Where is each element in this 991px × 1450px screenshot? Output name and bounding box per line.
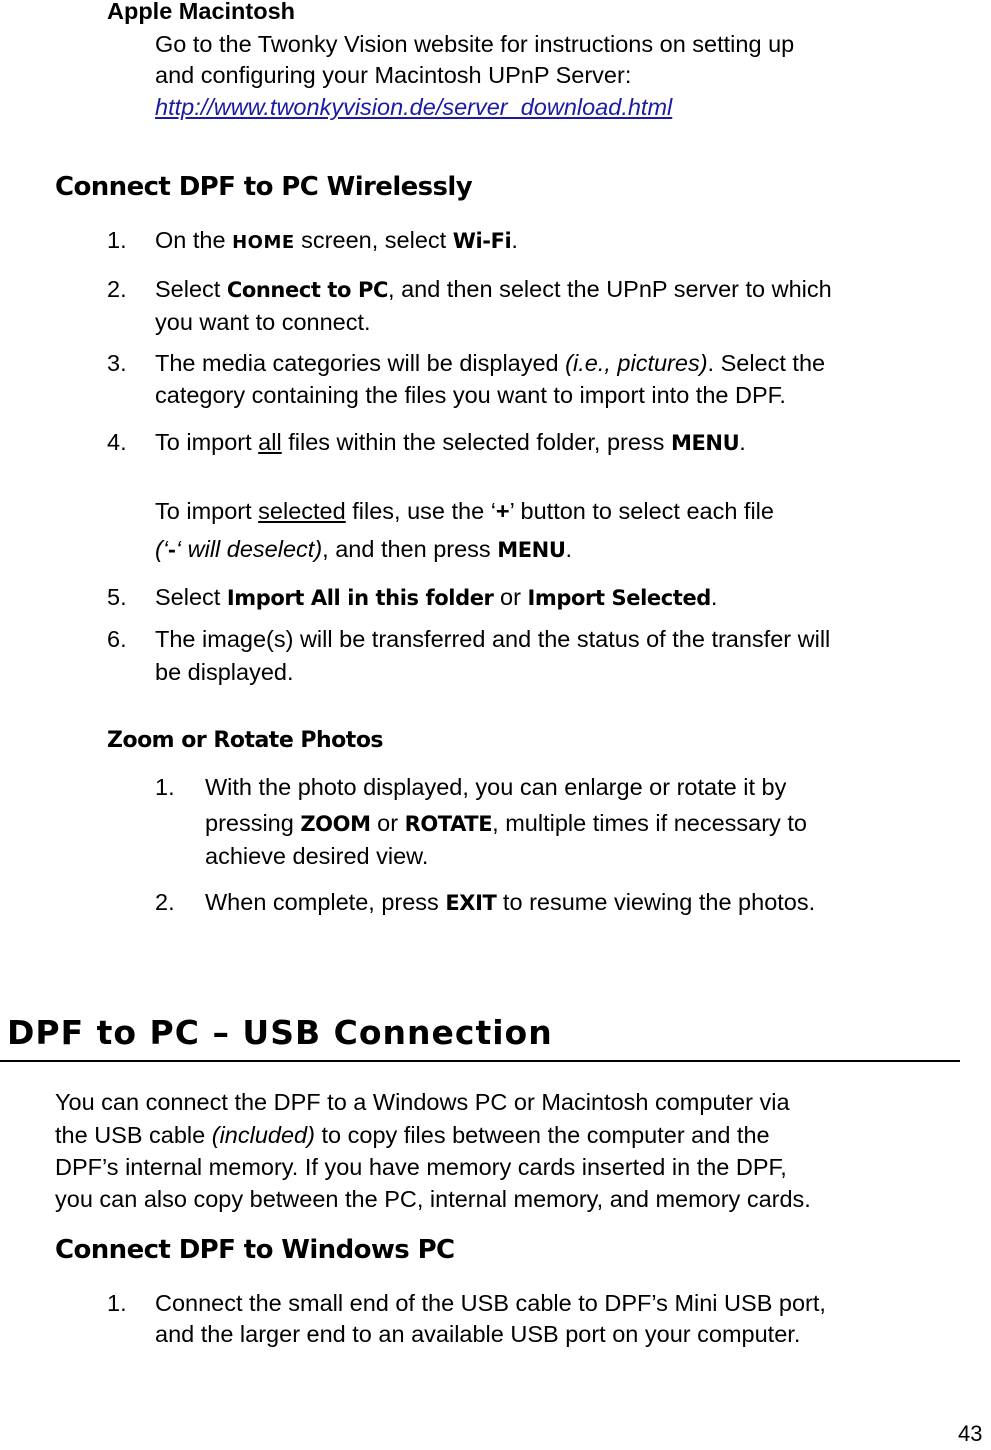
mac-line-2: and configuring your Macintosh UPnP Server:: [155, 62, 632, 88]
usb-para-line-3: DPF’s internal memory. If you have memory cards inserted in the DPF,: [55, 1154, 787, 1180]
wireless-step-4-selected: To import selected files, use the ‘+’ button to select each file: [155, 498, 774, 524]
usb-para-line-4: you can also copy between the PC, internal memory, and memory cards.: [55, 1186, 811, 1212]
twonky-link[interactable]: http://www.twonkyvision.de/server_download.html: [155, 94, 673, 120]
wireless-step-1: On the HOME screen, select Wi-Fi.: [155, 227, 518, 253]
usb-para-line-1: You can connect the DPF to a Windows PC or Macintosh computer via: [55, 1089, 790, 1115]
windows-step-1-line-2: and the larger end to an available USB port on your computer.: [155, 1321, 801, 1347]
windows-step-1: Connect the small end of the USB cable to DPF’s Mini USB port,: [155, 1290, 826, 1316]
wireless-step-4-number: 4.: [107, 429, 127, 455]
wireless-step-6-line-2: be displayed.: [155, 659, 294, 685]
mac-heading: Apple Macintosh: [107, 0, 296, 24]
zoom-step-1: With the photo displayed, you can enlarge or rotate it by: [205, 774, 787, 800]
wireless-step-5: Select Import All in this folder or Import Selected.: [155, 584, 718, 610]
windows-step-1-number: 1.: [107, 1290, 127, 1316]
wireless-step-6-number: 6.: [107, 626, 127, 652]
zoom-step-1-number: 1.: [155, 774, 175, 800]
wireless-step-5-number: 5.: [107, 584, 127, 610]
section-divider: [0, 1060, 960, 1062]
wireless-step-6: The image(s) will be transferred and the status of the transfer will: [155, 626, 831, 652]
wireless-step-3: The media categories will be displayed (i.e., pictures). Select the: [155, 350, 826, 376]
zoom-heading: Zoom or Rotate Photos: [107, 728, 384, 753]
windows-heading: Connect DPF to Windows PC: [55, 1235, 455, 1265]
wireless-step-4-deselect: (‘-‘ will deselect), and then press MENU.: [155, 536, 573, 562]
zoom-step-2: When complete, press EXIT to resume viewing the photos.: [205, 889, 816, 915]
usb-para-line-2: the USB cable (included) to copy files between the computer and the: [55, 1122, 770, 1148]
wireless-step-2: Select Connect to PC, and then select the UPnP server to which: [155, 276, 832, 302]
wireless-step-3-number: 3.: [107, 350, 127, 376]
usb-section-heading: DPF to PC – USB Connection: [7, 1013, 553, 1052]
zoom-step-1-line-2: pressing ZOOM or ROTATE, multiple times if necessary to: [205, 810, 807, 836]
mac-line-1: Go to the Twonky Vision website for instructions on setting up: [155, 31, 795, 57]
wireless-step-3-line-2: category containing the files you want to import into the DPF.: [155, 382, 786, 408]
wireless-step-2-number: 2.: [107, 276, 127, 302]
zoom-step-2-number: 2.: [155, 889, 175, 915]
wireless-step-2-line-2: you want to connect.: [155, 309, 371, 335]
wireless-step-1-number: 1.: [107, 227, 127, 253]
zoom-step-1-line-3: achieve desired view.: [205, 843, 429, 869]
page-number: 43: [958, 1421, 983, 1446]
wireless-heading: Connect DPF to PC Wirelessly: [55, 172, 473, 202]
wireless-step-4: To import all files within the selected folder, press MENU.: [155, 429, 746, 455]
